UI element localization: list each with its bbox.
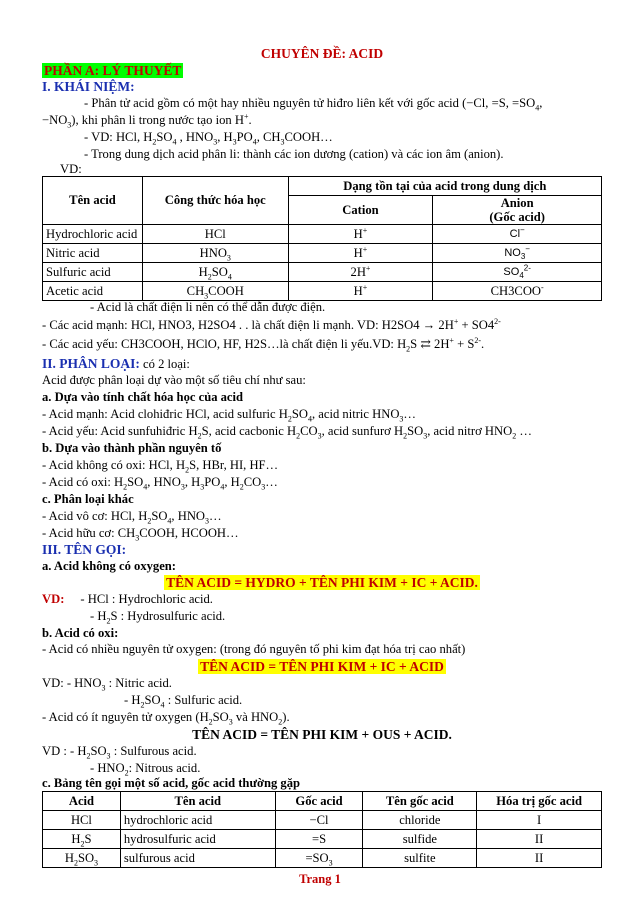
naming-rule-3: TÊN ACID = TÊN PHI KIM + OUS + ACID. xyxy=(192,727,452,742)
subheading-b2: b. Acid có oxi: xyxy=(42,626,119,640)
page-footer: Trang 1 xyxy=(299,872,341,886)
vd-hno3: VD: - $HNO_3$ : Nitric acid. xyxy=(42,676,172,693)
weak-acid-line: - Các acid yếu: CH3COOH, HClO, HF, H2S…là chất điện li yếu.VD: $H_2S$ ⇄ $2H^+ + S^{2-}$. xyxy=(42,335,485,354)
table-row: HCl hydrochloric acid −Cl chloride I xyxy=(43,811,602,830)
strong-acids-list: - Acid mạnh: Acid clohiđric HCl, acid sulfuric $H_2SO_4$, acid nitric $HNO_3\dots$ xyxy=(42,407,417,424)
vd-label: VD: xyxy=(60,162,82,176)
th-formula: Công thức hóa học xyxy=(142,177,288,225)
example-line: - VD: HCl, $H_2SO_4$ , $HNO_3$, $H_3PO_4$, $CH_3COOH\dots$ xyxy=(84,130,333,147)
table-row: Acetic acid $CH_3COOH$ H+ CH3COO- xyxy=(43,282,602,301)
naming-rule-2: TÊN ACID = TÊN PHI KIM + IC + ACID xyxy=(200,659,444,674)
weak-acids-list: - Acid yếu: Acid sunfuhiđric $H_2S$, acid cacbonic $H_2CO_3$, acid sunfurơ $H_2SO_3$, acid nitrơ $HNO_2$ … xyxy=(42,424,532,441)
th-acid-name: Tên acid xyxy=(43,177,143,225)
vd-hcl: VD: - HCl : Hydrochloric acid. xyxy=(42,592,213,606)
concept-line-1: - Phân tử acid gồm có một hay nhiều nguyên tử hiđro liên kết với gốc acid (−Cl, =S, $=SO_4$, xyxy=(84,96,543,113)
table-row: Sulfuric acid $H_2SO_4$ 2H+ $SO_4^{2-}$ xyxy=(43,263,602,282)
few-oxygen-line: - Acid có ít nguyên tử oxygen ($H_2SO_3$ và $HNO_2$). xyxy=(42,710,290,727)
vd-h2so3: VD : - $H_2SO_3$ : Sulfurous acid. xyxy=(42,744,197,761)
part-a-heading: PHẦN A: LÝ THUYẾT xyxy=(44,63,182,78)
dissociation-line: - Trong dung dịch acid phân li: thành các ion dương (cation) và các ion âm (anion). xyxy=(84,147,504,161)
inorganic-acids: - Acid vô cơ: HCl, $H_2SO_4$, $HNO_3\dots$ xyxy=(42,509,222,526)
conductivity-line: - Acid là chất điện li nên có thể dẫn được điện. xyxy=(90,300,326,314)
subheading-c: c. Phân loại khác xyxy=(42,492,134,506)
vd-h2so4: - $H_2SO_4$ : Sulfuric acid. xyxy=(124,693,243,710)
ion-table xyxy=(42,176,602,301)
naming-rule-1: TÊN ACID = HYDRO + TÊN PHI KIM + IC + ACID. xyxy=(166,575,478,590)
th-form-in-solution: Dạng tồn tại của acid trong dung dịch xyxy=(288,177,601,196)
classification-intro: Acid được phân loại dự vào một số tiêu chí như sau: xyxy=(42,373,306,387)
vd-hno2: - $HNO_2$: Nitrous acid. xyxy=(90,761,201,778)
organic-acids: - Acid hữu cơ: $CH_3COOH$, HCOOH… xyxy=(42,526,239,543)
section-3-heading: III. TÊN GỌI: xyxy=(42,542,127,557)
subheading-b: b. Dựa vào thành phần nguyên tố xyxy=(42,441,222,455)
th-cation: Cation xyxy=(288,196,433,225)
oxo-acids: - Acid có oxi: $H_2SO_4$, $HNO_3$, $H_3PO_4$, $H_2CO_3\dots$ xyxy=(42,475,278,492)
section-1-heading: I. KHÁI NIỆM: xyxy=(42,79,135,94)
th-anion: Anion (Gốc acid) xyxy=(433,196,602,225)
subheading-a: a. Dựa vào tính chất hóa học của acid xyxy=(42,390,244,404)
table-row: Hydrochloric acid HCl H+ Cl− xyxy=(43,225,602,244)
section-2-heading: II. PHÂN LOẠI: có 2 loại: xyxy=(42,356,190,371)
subheading-c2: c. Bảng tên gọi một số acid, gốc acid thường gặp xyxy=(42,776,301,790)
concept-line-2: $-NO_3$), khi phân li trong nước tạo ion H+. xyxy=(42,111,252,130)
table-row: $H_2SO_3$ sulfurous acid $=SO_3$ sulfite II xyxy=(43,849,602,868)
page-title: CHUYÊN ĐỀ: ACID xyxy=(260,46,384,61)
table-row: Nitric acid $HNO_3$ H+ $NO_3^-$ xyxy=(43,244,602,263)
strong-acid-line: - Các acid mạnh: HCl, HNO3, H2SO4 . . là chất điện li mạnh. VD: $H2SO4 \to 2H^+ + SO4^{2-}$ xyxy=(42,316,501,332)
many-oxygen-line: - Acid có nhiều nguyên tử oxygen: (trong đó nguyên tố phi kim đạt hóa trị cao nhất) xyxy=(42,642,466,656)
oxygen-free-acids: - Acid không có oxi: HCl, $H_2S$, HBr, HI, HF… xyxy=(42,458,279,475)
naming-table: Acid Tên acid Gốc acid Tên gốc acid Hóa trị gốc acid HCl hydrochloric acid −Cl chloride I $H_2S$ hydrosulfuric acid =S sulfide II $H_2SO_3$ sulfurous acid $=SO_3$ sulfite II xyxy=(42,791,602,868)
table-row: $H_2S$ hydrosulfuric acid =S sulfide II xyxy=(43,830,602,849)
subheading-a2: a. Acid không có oxygen: xyxy=(42,559,176,573)
vd-h2s: - $H_2S$ : Hydrosulfuric acid. xyxy=(90,609,226,626)
